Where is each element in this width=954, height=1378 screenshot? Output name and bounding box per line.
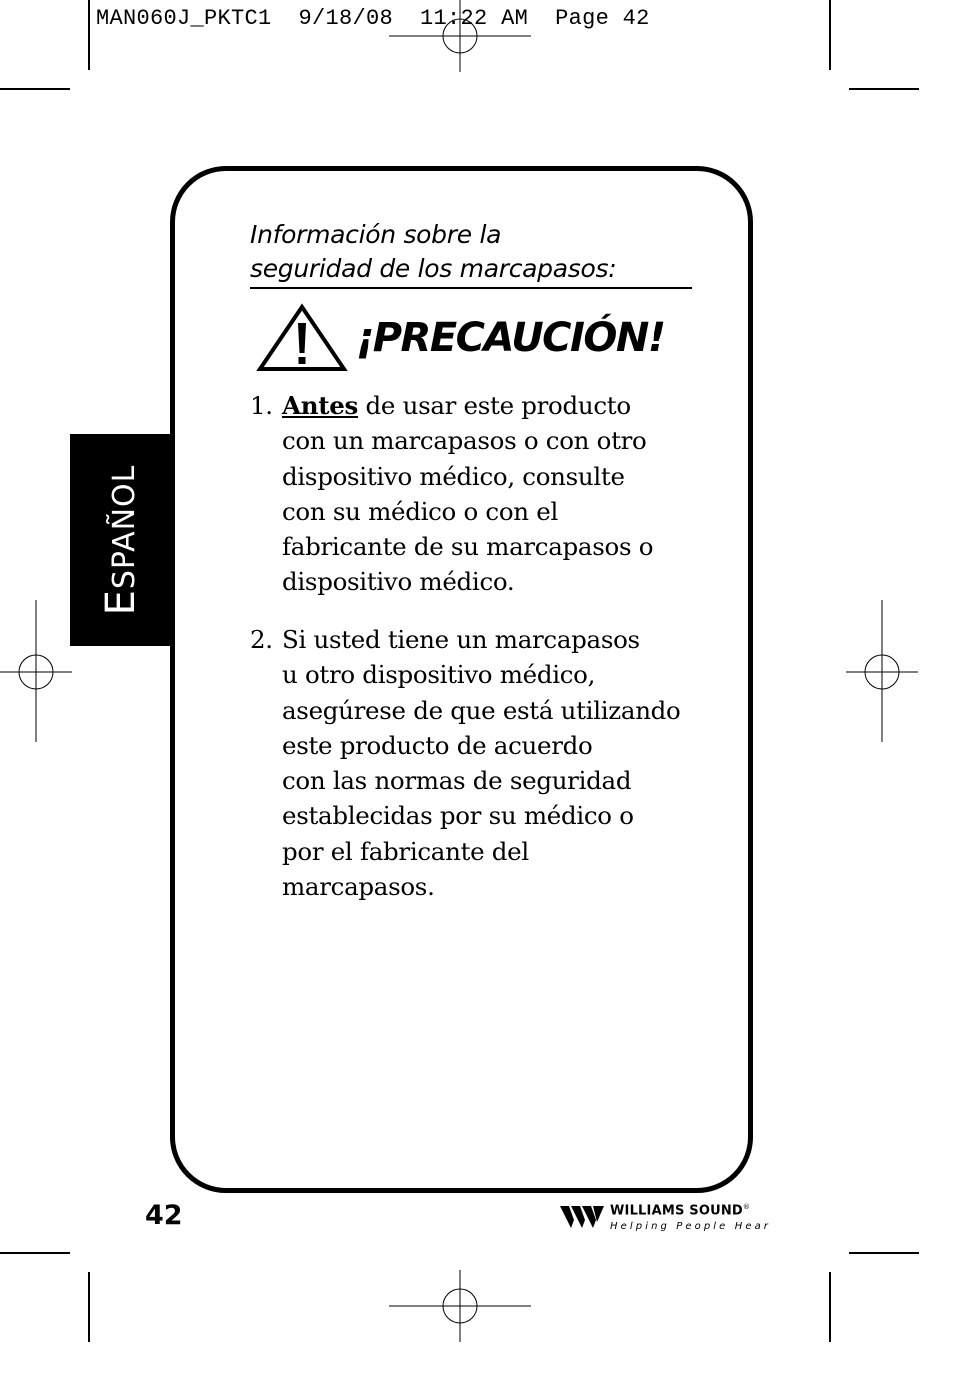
- crop-mark: [849, 1252, 919, 1254]
- list-item-line: fabricante de su marcapasos o: [282, 532, 654, 562]
- list-item-line: asegúrese de que está utilizando: [282, 695, 681, 725]
- crop-mark: [849, 88, 919, 90]
- caution-heading: ¡PRECAUCIÓN!: [356, 315, 665, 361]
- list-item-number: 1.: [250, 391, 273, 420]
- list-item-line: por el fabricante del: [282, 836, 529, 866]
- list-item-line: marcapasos.: [282, 872, 435, 902]
- print-slug-line: MAN060J_PKTC1 9/18/08 11:22 AM Page 42: [96, 6, 650, 31]
- brand-name: [610, 1203, 750, 1218]
- list-item-line: [282, 388, 720, 423]
- crop-mark: [829, 1272, 831, 1342]
- section-title-line1: Información sobre la: [250, 220, 502, 249]
- brand-name-text: WILLIAMS SOUND: [610, 1203, 743, 1219]
- list-item-number: 2.: [250, 625, 273, 654]
- crop-mark: [88, 0, 90, 70]
- list-item-line: dispositivo médico, consulte: [282, 461, 625, 491]
- brand-logo: [560, 1202, 772, 1238]
- registration-mark-icon: [389, 1270, 531, 1342]
- crop-mark: [0, 88, 70, 90]
- brand-tagline: Helping People Hear: [610, 1221, 772, 1232]
- list-item-line: con las normas de seguridad: [282, 766, 632, 796]
- section-title: [250, 218, 692, 289]
- language-tab-rest: SPAÑOL: [107, 464, 142, 590]
- registration-mark-icon: [0, 600, 72, 742]
- list-item-line: con su médico o con el: [282, 496, 558, 526]
- page-number: 42: [145, 1200, 183, 1231]
- list-item-line: u otro dispositivo médico,: [282, 660, 596, 690]
- language-tab-label: [98, 465, 144, 616]
- list-item-line: establecidas por su médico o: [282, 801, 634, 831]
- crop-mark: [0, 1252, 70, 1254]
- registration-mark-icon: [389, 0, 531, 72]
- language-tab-initial: E: [98, 589, 144, 616]
- warning-triangle-icon: [256, 303, 348, 373]
- registered-mark: ®: [742, 1203, 751, 1211]
- crop-mark: [88, 1272, 90, 1342]
- list-item-line: dispositivo médico.: [282, 567, 515, 597]
- list-item: [250, 388, 720, 600]
- list-item-line: con un marcapasos o con otro: [282, 426, 647, 456]
- list-item-line: Si usted tiene un marcapasos: [282, 625, 640, 654]
- williams-sound-logo-icon: [560, 1204, 606, 1230]
- registration-mark-icon: [846, 600, 918, 742]
- list-item-text: de usar este producto: [358, 391, 631, 420]
- list-item-line: este producto de acuerdo: [282, 730, 593, 760]
- crop-mark: [829, 0, 831, 70]
- list-item: [250, 622, 720, 904]
- section-title-line2: seguridad de los marcapasos:: [250, 254, 617, 283]
- emphasis-word: Antes: [282, 391, 359, 420]
